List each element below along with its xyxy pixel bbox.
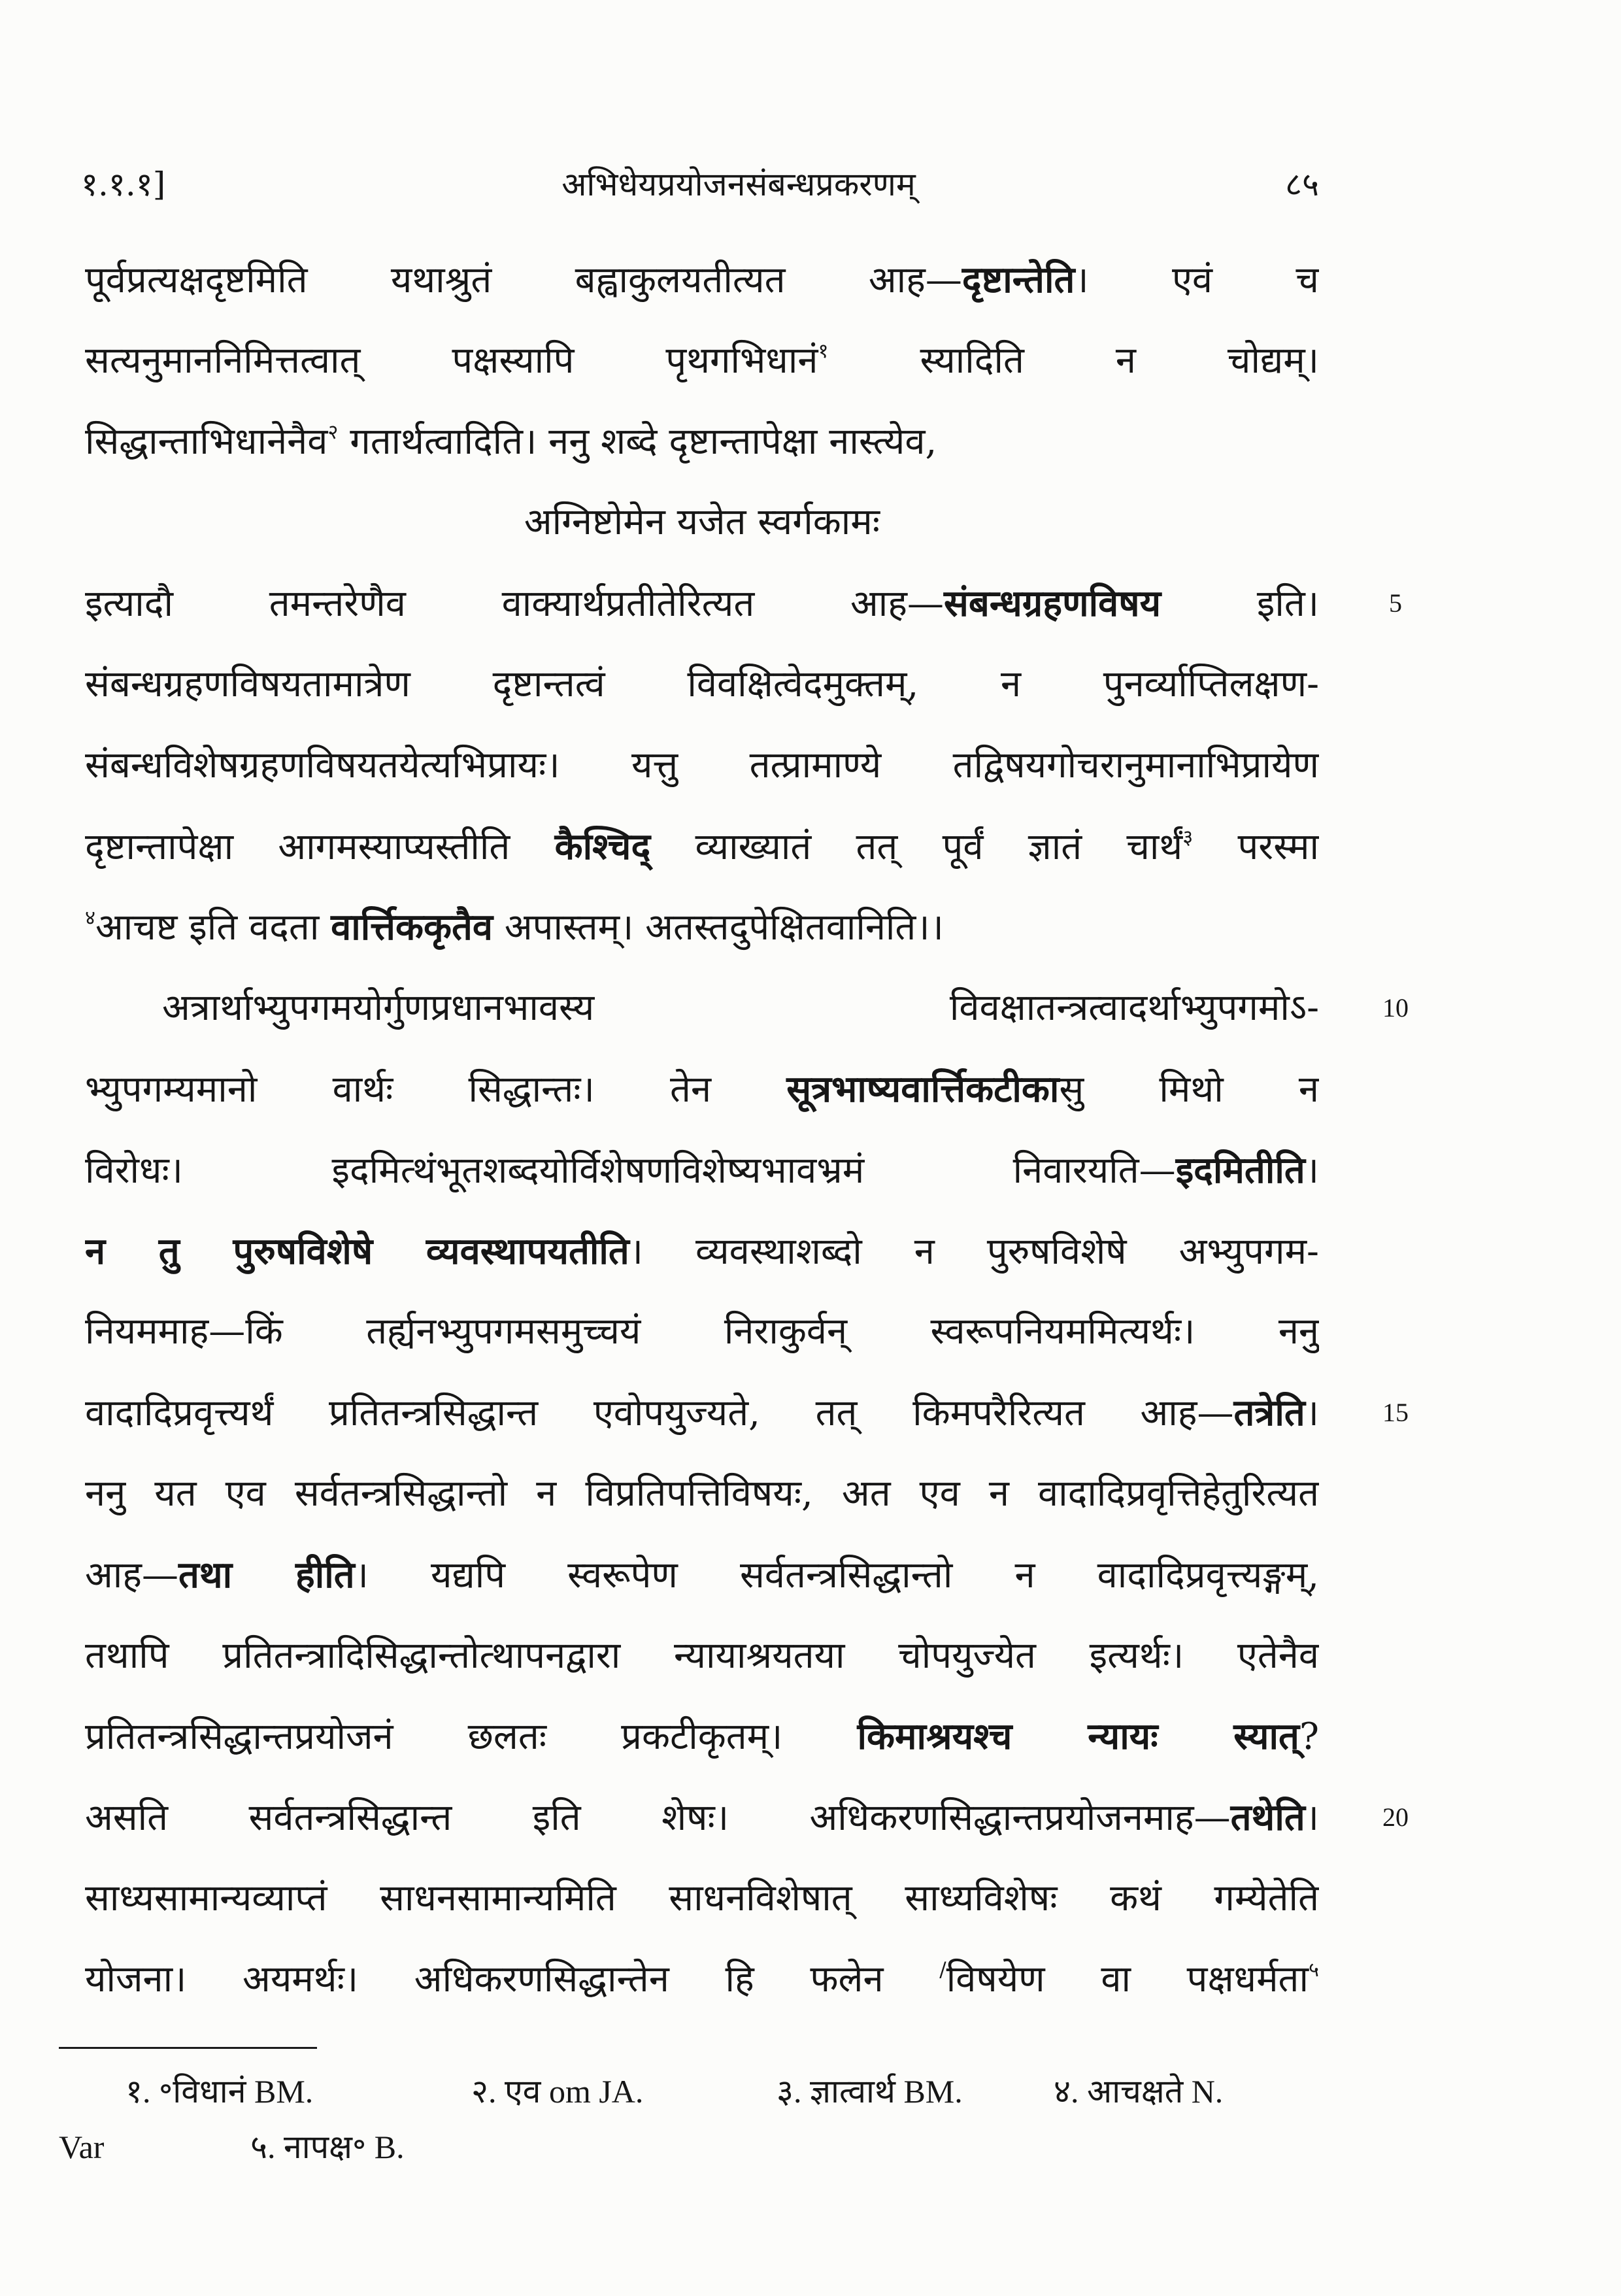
text-line	[85, 1777, 1319, 1858]
text-line	[85, 1211, 1319, 1292]
footnote: ५. नापक्ष॰ B.	[250, 2129, 405, 2165]
text-run: सत्यनुमाननिमित्तत्वात् पक्षस्यापि पृथगभिधानं	[85, 339, 818, 382]
text-run: विरोधः। इदमित्थंभूतशब्दयोर्विशेषणविशेष्यभावभ्रमं निवारयति—	[85, 1149, 1176, 1192]
text-run: आह—	[85, 1554, 178, 1596]
lemma-bold: तथेति	[1230, 1796, 1305, 1839]
text-run: असति सर्वतन्त्रसिद्धान्त इति शेषः। अधिकरणसिद्धान्तप्रयोजनमाह—	[85, 1797, 1231, 1839]
lemma-bold: तत्रेति	[1233, 1391, 1305, 1434]
footnote: ४. आचक्षते N.	[1054, 2073, 1224, 2110]
text-line	[85, 886, 1319, 968]
text-run: संबन्धग्रहणविषयतामात्रेण दृष्टान्तत्वं विवक्षित्वेदमुक्तम्, न पुनर्व्याप्तिलक्षण-	[85, 663, 1319, 705]
text-run: इत्यादौ तमन्तरेणैव वाक्यार्थप्रतीतेरित्यत आह—	[85, 582, 944, 625]
footnote-separator	[59, 2047, 317, 2049]
text-line	[85, 401, 1319, 482]
text-run: इति।	[1161, 582, 1319, 625]
text-run: व्याख्यातं तत् पूर्वं ज्ञातं चार्थं	[650, 826, 1183, 868]
text-run: ।	[1305, 1797, 1319, 1839]
text-line	[85, 1453, 1319, 1534]
text-run: नियममाह—किं तर्ह्यनभ्युपगमसमुच्चयं निराकुर्वन् स्वरूपनियममित्यर्थः। ननु	[85, 1310, 1319, 1353]
text-line	[85, 1534, 1319, 1615]
text-run: सु मिथो न	[1059, 1068, 1319, 1111]
footnote-marker: १	[818, 339, 829, 363]
text-line	[85, 725, 1319, 806]
lemma-bold: सूत्रभाष्यवार्त्तिकटीका	[786, 1068, 1060, 1111]
text-run: दृष्टान्तापेक्षा आगमस्याप्यस्तीति	[85, 826, 555, 868]
text-run: भ्युपगम्यमानो वार्थः सिद्धान्तः। तेन	[85, 1068, 787, 1111]
text-line	[85, 1049, 1319, 1130]
text-run: संबन्धविशेषग्रहणविषयतयेत्यभिप्रायः। यत्तु तत्प्रामाण्ये तद्विषयगोचरानुमानाभिप्रायेण	[85, 744, 1319, 786]
text-run: अग्निष्टोमेन यजेत स्वर्गकामः	[524, 501, 880, 543]
text-run: अपास्तम्। अतस्तदुपेक्षितवानिति।।	[493, 906, 944, 949]
text-run: । यद्यपि स्वरूपेण सर्वतन्त्रसिद्धान्तो न वादादिप्रवृत्त्यङ्गम्,	[354, 1554, 1319, 1596]
margin-line-number: 10	[1382, 993, 1409, 1022]
running-title: अभिधेयप्रयोजनसंबन्धप्रकरणम्	[561, 165, 916, 203]
lemma-bold: दृष्टान्तेति	[961, 258, 1075, 301]
text-run: ?	[1299, 1715, 1319, 1758]
text-run: विषयेण वा पक्षधर्मता	[946, 1958, 1309, 2001]
text-line	[85, 1615, 1319, 1697]
text-line	[162, 968, 1319, 1049]
text-run: वादादिप्रवृत्त्यर्थं प्रतितन्त्रसिद्धान्त एवोपयुज्यते, तत् किमपरैरित्यत आह—	[85, 1392, 1234, 1434]
footnote-marker: २	[327, 420, 339, 444]
variant-start-marker: /	[939, 1957, 946, 1982]
text-line	[85, 1130, 1319, 1211]
footnote-label: Var	[59, 2129, 105, 2165]
footnote-marker: ३	[1182, 825, 1194, 849]
lemma-bold: तथा हीति	[178, 1553, 355, 1596]
footnote: २. एव om JA.	[471, 2073, 644, 2110]
text-line	[85, 563, 1319, 644]
text-run: गतार्थत्वादिति। ननु शब्दे दृष्टान्तापेक्षा नास्त्येव,	[338, 420, 937, 463]
text-line	[85, 806, 1319, 887]
text-run: स्यादिति न चोद्यम्।	[828, 339, 1319, 382]
text-run: परस्मा	[1193, 826, 1319, 868]
footnote: १. ॰विधानं BM.	[125, 2073, 314, 2110]
text-run: । एवं च	[1075, 259, 1319, 301]
lemma-bold: कैश्चिद्	[554, 825, 651, 868]
quoted-verse-line	[85, 482, 1319, 563]
text-run: । व्यवस्थाशब्दो न पुरुषविशेषे अभ्युपगम-	[629, 1230, 1319, 1273]
footnote-marker: ४	[85, 905, 96, 930]
text-line	[85, 239, 1319, 320]
text-run: ननु यत एव सर्वतन्त्रसिद्धान्तो न विप्रतिपत्तिविषयः, अत एव न वादादिप्रवृत्तिहेतुरित्यत	[85, 1472, 1319, 1515]
text-line	[85, 1291, 1319, 1372]
text-run: तथापि प्रतितन्त्रादिसिद्धान्तोत्थापनद्वारा न्यायाश्रयतया चोपयुज्येत इत्यर्थः। एतेनैव	[85, 1634, 1319, 1677]
footnote-marker: ५	[1309, 1957, 1319, 1982]
text-line	[85, 1372, 1319, 1453]
footnote: ३. ज्ञात्वार्थ BM.	[777, 2073, 963, 2110]
margin-line-number: 20	[1382, 1802, 1409, 1832]
lemma-bold: न तु पुरुषविशेषे व्यवस्थापयतीति	[85, 1230, 629, 1273]
margin-line-number: 15	[1382, 1398, 1409, 1427]
text-run: सिद्धान्ताभिधानेनैव	[85, 420, 328, 463]
text-line	[85, 1696, 1319, 1777]
margin-line-number: 5	[1389, 588, 1402, 618]
lemma-bold: वार्त्तिककृतैव	[331, 905, 493, 949]
page-number: ८५	[1285, 165, 1319, 203]
text-line	[85, 1939, 1319, 2020]
text-run: पूर्वप्रत्यक्षदृष्टमिति यथाश्रुतं बह्वाकुलयतीत्यत आह—	[85, 259, 962, 301]
lemma-bold: किमाश्रयश्च न्यायः स्यात्	[857, 1715, 1299, 1758]
text-run: साध्यसामान्यव्याप्तं साधनसामान्यमिति साधनविशेषात् साध्यविशेषः कथं गम्येतेति	[85, 1877, 1319, 1919]
text-run: ।	[1305, 1149, 1319, 1192]
text-line	[85, 320, 1319, 401]
text-run: ।	[1305, 1392, 1319, 1434]
text-run: प्रतितन्त्रसिद्धान्तप्रयोजनं छलतः प्रकटीकृतम्।	[85, 1715, 858, 1758]
text-run: योजना। अयमर्थः। अधिकरणसिद्धान्तेन हि फलेन	[85, 1958, 940, 2001]
section-reference: १.१.१]	[81, 165, 166, 203]
text-line	[85, 1858, 1319, 1939]
lemma-bold: इदमितीति	[1175, 1149, 1305, 1192]
text-run: अत्रार्थाभ्युपगमयोर्गुणप्रधानभावस्य विवक्षातन्त्रत्वादर्थाभ्युपगमोऽ-	[162, 987, 1319, 1029]
text-run: आचष्ट इति वदता	[95, 906, 331, 949]
lemma-bold: संबन्धग्रहणविषय	[943, 582, 1161, 625]
text-line	[85, 644, 1319, 725]
